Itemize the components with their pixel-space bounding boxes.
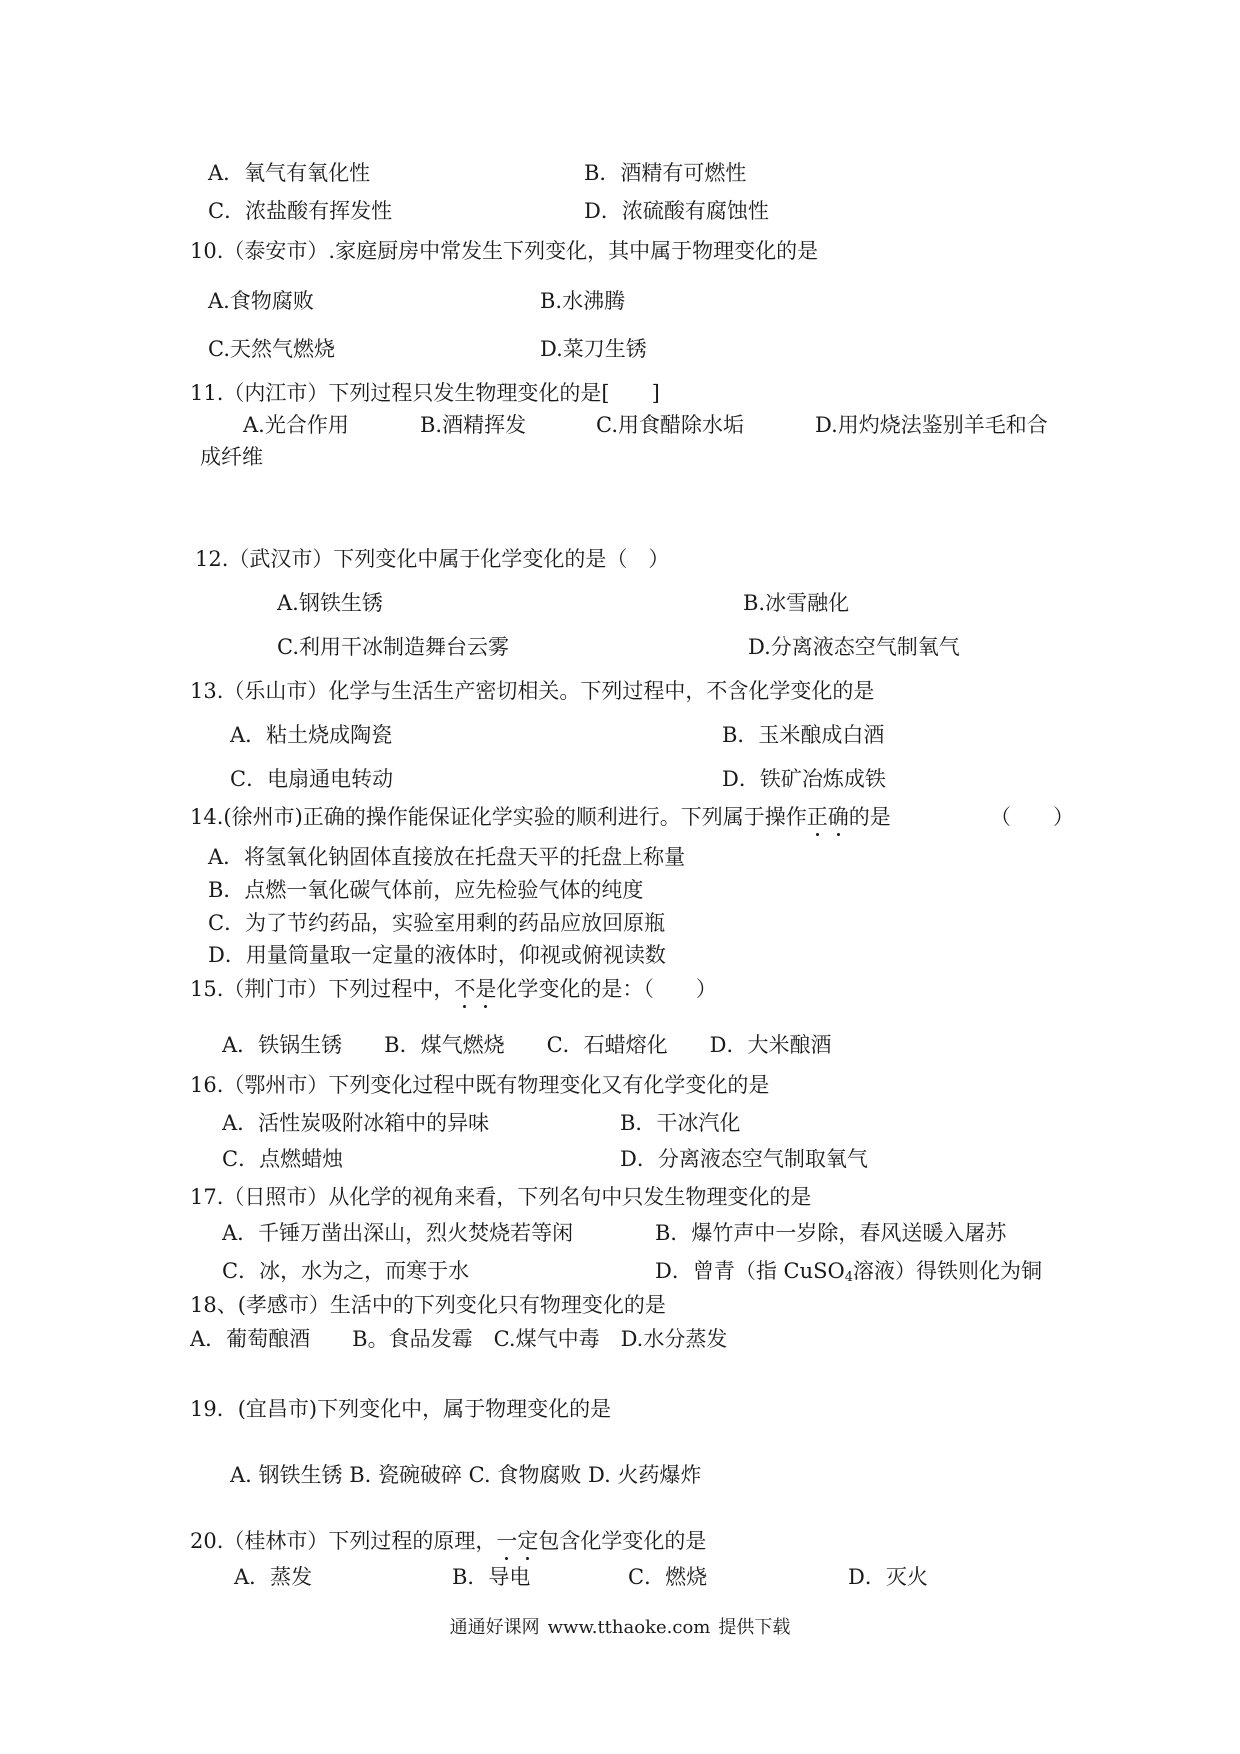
q14-option-a: A．将氢氧化钠固体直接放在托盘天平的托盘上称量 [208,845,686,869]
q12-option-d: D.分离液态空气制氧气 [748,635,960,659]
q15-emphasis-1: 不 [454,977,476,1001]
q20-option-d: D．灭火 [848,1565,928,1589]
q12-option-a: A.钢铁生锈 [277,591,383,615]
q15-stem-pre: 15.（荆门市）下列过程中， [190,977,455,1001]
footer-note: 提供下载 [718,1617,791,1638]
q16-option-c: C．点燃蜡烛 [222,1147,344,1171]
q17-stem: 17.（日照市）从化学的视角来看，下列名句中只发生物理变化的是 [190,1185,812,1209]
q20-stem-post: 包含化学变化的是 [538,1529,707,1553]
q13-option-d: D．铁矿冶炼成铁 [722,767,886,791]
q14-emphasis-1: 正 [806,805,828,829]
q20-option-c: C．燃烧 [628,1565,708,1589]
q13-option-b: B．玉米酿成白酒 [722,723,885,747]
q17-option-a: A．千锤万凿出深山，烈火焚烧若等闲 [222,1221,574,1245]
q10-option-b: B.水沸腾 [540,289,626,313]
q11-option-d-continued: 成纤维 [200,445,263,469]
q11-option-d: D.用灼烧法鉴别羊毛和合 [815,413,1048,437]
q16-option-a: A．活性炭吸附冰箱中的异味 [222,1111,490,1135]
q17-option-b: B．爆竹声中一岁除，春风送暖入屠苏 [655,1221,1007,1245]
q14-answer-paren: （ ） [990,805,1074,829]
q15-emphasis-2: 是 [475,977,497,1001]
q14-option-d: D．用量筒量取一定量的液体时，仰视或俯视读数 [208,943,666,967]
q14-emphasis-2: 确 [827,805,849,829]
q15-stem [190,976,717,1002]
q17-option-c: C．冰，水为之，而寒于水 [222,1259,470,1283]
q12-stem: 12.（武汉市）下列变化中属于化学变化的是（ ） [195,547,670,571]
q18-stem: 18、(孝感市）生活中的下列变化只有物理变化的是 [190,1293,666,1317]
q14-stem-post: 的是 [848,805,891,829]
q20-emphasis-1: 一 [496,1529,518,1553]
q11-stem: 11.（内江市）下列过程只发生物理变化的是[ ] [190,381,660,405]
q11-option-b: B.酒精挥发 [420,413,527,437]
q10-stem: 10.（泰安市）.家庭厨房中常发生下列变化，其中属于物理变化的是 [190,239,819,263]
q15-stem-post: 化学变化的是：（ ） [496,977,717,1001]
q13-option-c: C．电扇通电转动 [230,767,394,791]
footer-url[interactable]: www.tthaoke.com [547,1617,711,1638]
q10-option-d: D.菜刀生锈 [540,337,647,361]
q15-options: A．铁锅生锈 B．煤气燃烧 C．石蜡熔化 D．大米酿酒 [222,1033,832,1057]
q19-stem: 19．(宜昌市)下列变化中，属于物理变化的是 [190,1397,612,1421]
q14-stem [190,804,891,830]
q14-option-c: C．为了节约药品，实验室用剩的药品应放回原瓶 [208,911,666,935]
q20-option-a: A．蒸发 [234,1565,313,1589]
q11-option-c: C.用食醋除水垢 [596,413,744,437]
q20-emphasis-2: 定 [517,1529,539,1553]
q13-stem: 13.（乐山市）化学与生活生产密切相关。下列过程中，不含化学变化的是 [190,679,875,703]
footer-site-name: 通通好课网 [449,1617,540,1638]
q20-stem-pre: 20.（桂林市）下列过程的原理， [190,1529,497,1553]
q16-stem: 16.（鄂州市）下列变化过程中既有物理变化又有化学变化的是 [190,1073,770,1097]
q20-option-b: B．导电 [452,1565,531,1589]
q9-option-c: C．浓盐酸有挥发性 [208,199,393,223]
q9-option-d: D．浓硫酸有腐蚀性 [584,199,769,223]
q17-option-d-post: 溶液）得铁则化为铜 [853,1259,1042,1283]
q20-stem [190,1528,706,1554]
q17-option-d-subscript: 4 [844,1270,853,1285]
q12-option-b: B.冰雪融化 [743,591,850,615]
q17-option-d-pre: D．曾青（指 CuSO [655,1259,845,1283]
q12-option-c: C.利用干冰制造舞台云雾 [277,635,509,659]
q13-option-a: A．粘土烧成陶瓷 [230,723,393,747]
q11-option-a: A.光合作用 [243,413,349,437]
q17-option-d [655,1258,1042,1284]
q18-options: A．葡萄酿酒 B。食品发霉 C.煤气中毒 D.水分蒸发 [190,1327,728,1351]
q14-stem-pre: 14.(徐州市)正确的操作能保证化学实验的顺利进行。下列属于操作 [190,805,807,829]
q16-option-d: D．分离液态空气制取氧气 [620,1147,868,1171]
q16-option-b: B．干冰汽化 [620,1111,741,1135]
q9-option-b: B．酒精有可燃性 [584,161,747,185]
q19-options: A. 钢铁生锈 B. 瓷碗破碎 C. 食物腐败 D. 火药爆炸 [230,1463,702,1487]
q14-option-b: B．点燃一氧化碳气体前，应先检验气体的纯度 [208,878,644,902]
q9-option-a: A．氧气有氧化性 [208,161,371,185]
q10-option-a: A.食物腐败 [208,289,314,313]
page-footer [0,1616,1240,1640]
q10-option-c: C.天然气燃烧 [208,337,335,361]
